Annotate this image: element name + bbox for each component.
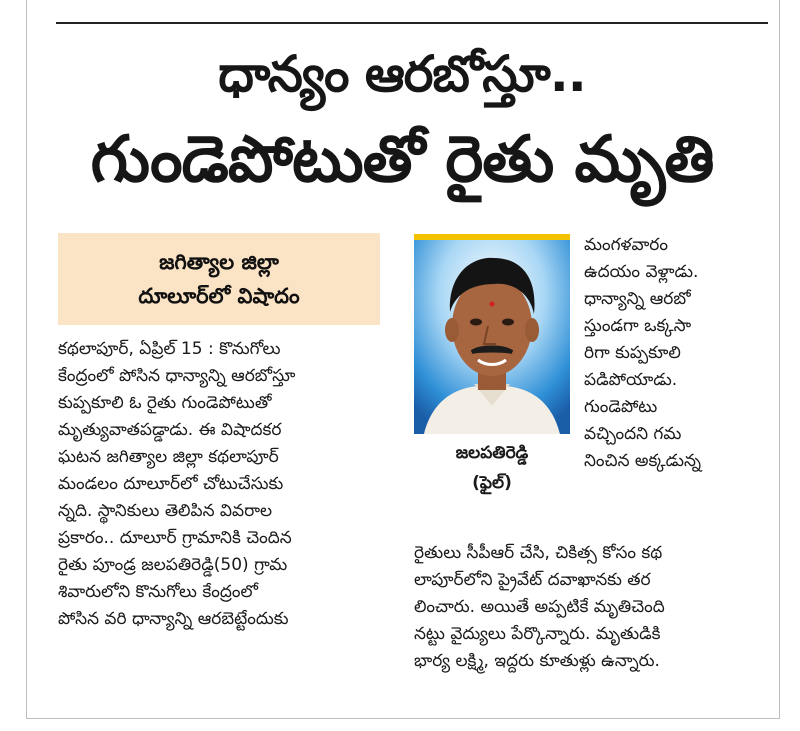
body-line: మంగళవారం <box>584 235 668 255</box>
body-line: న్నది. స్థానికులు తెలిపిన వివరాల <box>58 501 273 521</box>
body-line: రైతులు సీపీఆర్‌ చేసి, చికిత్స కోసం కథ <box>414 543 663 563</box>
body-line: కథలాపూర్‌, ఏప్రిల్‌ 15 : కొనుగోలు <box>58 339 281 359</box>
body-line: నట్టు వైద్యులు పేర్కొన్నారు. మృతుడికి <box>414 624 661 644</box>
photo-caption <box>414 438 570 498</box>
body-line: లించారు. అయితే అప్పటికే మృతిచెంది <box>414 597 665 617</box>
body-line: ప్రకారం.. దూలూర్‌ గ్రామానికి చెందిన <box>58 528 292 548</box>
body-line: రైతు పూండ్ర జలపతిరెడ్డి(50) గ్రామ <box>58 555 288 575</box>
body-line: పోసిన వరి ధాన్యాన్ని ఆరబెట్టేందుకు <box>58 609 289 629</box>
headline-line-1: ధాన్యం ఆరబోస్తూ.. <box>218 45 586 103</box>
body-line: గుండెపోటు <box>584 397 658 417</box>
body-line: కేంద్రంలో పోసిన ధాన్యాన్ని ఆరబోస్తూ <box>58 366 296 386</box>
body-line: ధాన్యాన్ని ఆరబో <box>584 289 691 309</box>
kicker-line-1: జగిత్యాల జిల్లా <box>159 250 279 274</box>
body-line: లాపూర్‌లోని ప్రైవేట్‌ దవాఖానకు తర <box>414 570 651 590</box>
body-line: ఉదయం వెళ్లాడు. <box>584 262 699 282</box>
kicker-box <box>58 233 380 325</box>
body-line: మృత్యువాతపడ్డాడు. ఈ విషాదకర <box>58 420 282 440</box>
portrait-illustration <box>414 234 570 434</box>
body-line: స్తుండగా ఒక్కసా <box>584 316 692 336</box>
body-line: మండలం దూలూర్‌లో చోటుచేసుకు <box>58 474 284 494</box>
body-line: భార్య లక్ష్మి, ఇద్దరు కూతుళ్లు ఉన్నారు. <box>414 651 660 671</box>
body-line: పడిపోయాడు. <box>584 370 678 390</box>
body-column-right-narrow <box>584 232 764 475</box>
body-line: రిగా కుప్పకూలి <box>584 343 681 363</box>
top-rule <box>56 22 768 24</box>
body-column-right-wide <box>414 540 764 675</box>
body-line: ఘటన జగిత్యాల జిల్లా కథలాపూర్‌ <box>58 447 279 467</box>
body-line: నించిన అక్కడున్న <box>584 451 702 471</box>
kicker-line-2: దూలూర్‌లో విషాదం <box>138 284 300 308</box>
body-column-left <box>58 336 384 633</box>
headline-line-2: గుండెపోటుతో రైతు మృతి <box>90 123 714 197</box>
portrait-photo <box>414 234 570 434</box>
photo-caption-name: జలపతిరెడ్డి <box>455 443 529 463</box>
body-line: కుప్పకూలి ఓ రైతు గుండెపోటుతో <box>58 393 272 413</box>
body-line: వచ్చిందని గమ <box>584 424 682 444</box>
body-line: శివారులోని కొనుగోలు కేంద్రంలో <box>58 582 258 602</box>
photo-caption-file: (ఫైల్‌) <box>472 473 512 493</box>
